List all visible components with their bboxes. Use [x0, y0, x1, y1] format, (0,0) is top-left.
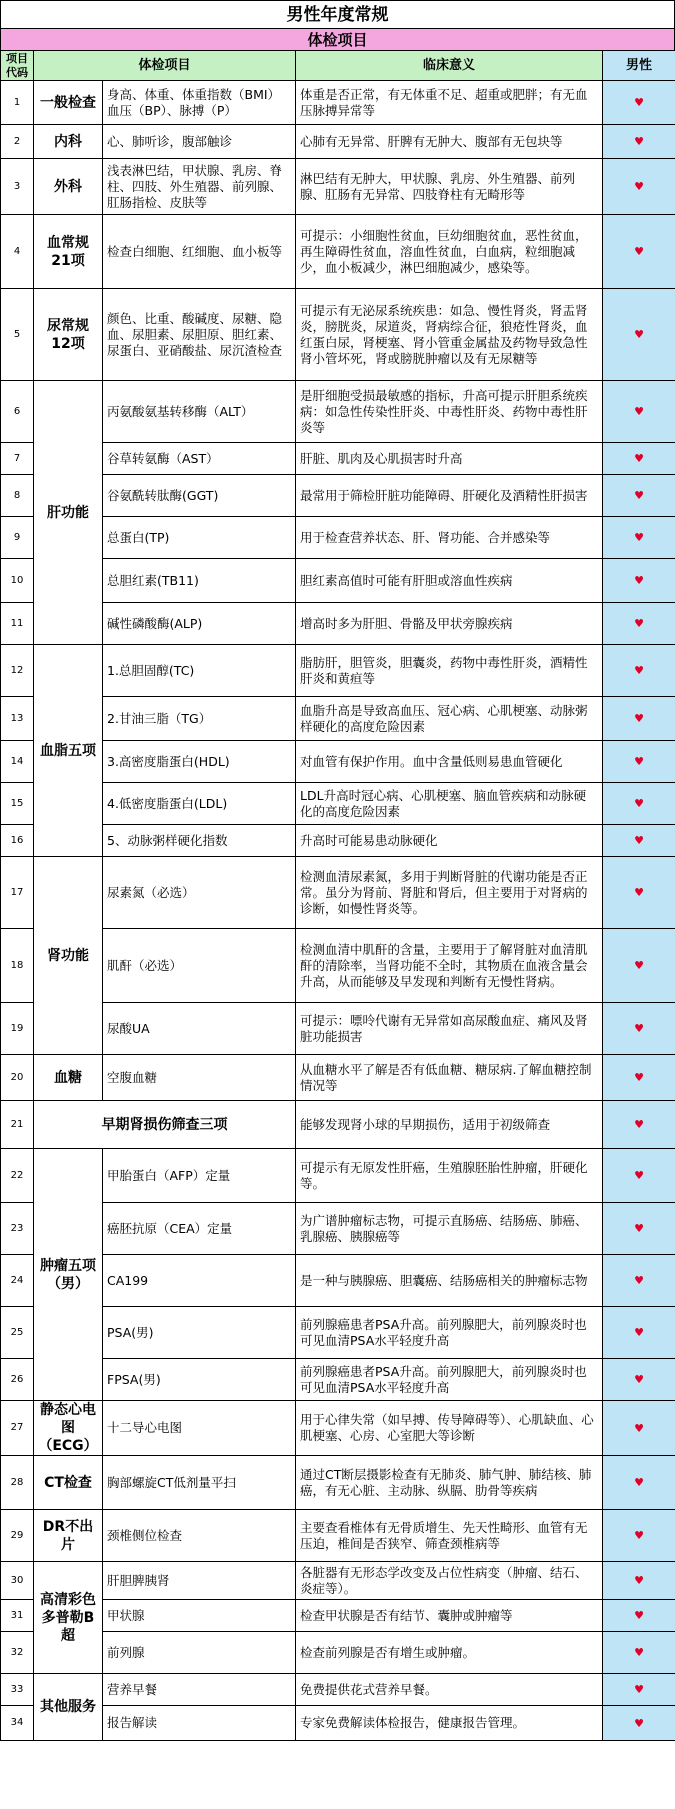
row-code: 31 [1, 1600, 34, 1632]
meaning-cell: 前列腺癌患者PSA升高。前列腺肥大，前列腺炎时也可见血清PSA水平轻度升高 [296, 1307, 603, 1359]
item-cell: 肌酐（必选） [103, 929, 296, 1003]
meaning-cell: 主要查看椎体有无骨质增生、先天性畸形、血管有无压迫，椎间是否狭窄、筛查颈椎病等 [296, 1510, 603, 1562]
row-code: 7 [1, 443, 34, 475]
item-cell: 总蛋白(TP) [103, 517, 296, 559]
heart-icon: ♥ [634, 245, 644, 258]
male-mark-cell [603, 125, 675, 159]
meaning-cell: 升高时可能易患动脉硬化 [296, 825, 603, 857]
heart-icon: ♥ [634, 405, 644, 418]
meaning-cell: 通过CT断层摄影检查有无肺炎、肺气肿、肺结核、肺癌，有无心脏、主动脉、纵膈、肋骨等疾病 [296, 1456, 603, 1510]
header-code: 项目代码 [1, 51, 34, 81]
row-code: 6 [1, 381, 34, 443]
item-cell: 颈椎侧位检查 [103, 1510, 296, 1562]
table-row [1, 1359, 675, 1401]
item-cell: 检查白细胞、红细胞、血小板等 [103, 215, 296, 289]
heart-icon: ♥ [634, 574, 644, 587]
male-mark-cell [603, 741, 675, 783]
heart-icon: ♥ [634, 1476, 644, 1489]
item-cell: 4.低密度脂蛋白(LDL) [103, 783, 296, 825]
table-row [1, 81, 675, 125]
male-mark-cell [603, 1401, 675, 1456]
male-mark-cell [603, 603, 675, 645]
table-row [1, 1003, 675, 1055]
heart-icon: ♥ [634, 1421, 644, 1435]
section-subtitle: 体检项目 [0, 28, 675, 50]
male-mark-cell [603, 1101, 675, 1149]
row-code: 13 [1, 697, 34, 741]
male-mark-cell [603, 857, 675, 929]
header-meaning: 临床意义 [296, 51, 603, 81]
row-code: 17 [1, 857, 34, 929]
meaning-cell: 是肝细胞受损最敏感的指标，升高可提示肝胆系统疾病：如急性传染性肝炎、中毒性肝炎、药物中毒性肝炎等 [296, 381, 603, 443]
item-cell: 尿素氮（必选） [103, 857, 296, 929]
male-mark-cell [603, 1706, 675, 1741]
meaning-cell: 检测血清尿素氮，多用于判断肾脏的代谢功能是否正常。虽分为肾前、肾脏和肾后，但主要用于对肾病的诊断，如慢性肾炎等。 [296, 857, 603, 929]
male-mark-cell [603, 1674, 675, 1706]
male-mark-cell [603, 1562, 675, 1600]
item-cell: 癌胚抗原（CEA）定量 [103, 1203, 296, 1255]
item-cell: 身高、体重、体重指数（BMI）血压（BP）、脉搏（P） [103, 81, 296, 125]
meaning-cell: 最常用于筛检肝脏功能障碍、肝硬化及酒精性肝损害 [296, 475, 603, 517]
male-mark-cell [603, 645, 675, 697]
item-cell: 肝胆脾胰肾 [103, 1562, 296, 1600]
header-male: 男性 [603, 51, 675, 81]
row-code: 2 [1, 125, 34, 159]
row-code: 14 [1, 741, 34, 783]
category-cell: 肾功能 [34, 857, 103, 1055]
heart-icon: ♥ [634, 797, 644, 810]
row-code: 15 [1, 783, 34, 825]
meaning-cell: 可提示：小细胞性贫血，巨幼细胞贫血，恶性贫血，再生障碍性贫血，溶血性贫血，白血病，粒细胞减少，血小板减少，淋巴细胞减少，感染等。 [296, 215, 603, 289]
heart-icon: ♥ [634, 1071, 644, 1084]
male-mark-cell [603, 1632, 675, 1674]
heart-icon: ♥ [634, 1022, 644, 1035]
row-code: 11 [1, 603, 34, 645]
heart-icon: ♥ [634, 1222, 644, 1235]
item-cell: 3.高密度脂蛋白(HDL) [103, 741, 296, 783]
male-mark-cell [603, 81, 675, 125]
meaning-cell: 从血糖水平了解是否有低血糖、糖尿病.了解血糖控制情况等 [296, 1055, 603, 1101]
table-row [1, 289, 675, 381]
table-row [1, 1203, 675, 1255]
male-mark-cell [603, 1600, 675, 1632]
table-row [1, 1600, 675, 1632]
table-row [1, 559, 675, 603]
category-cell: 血脂五项 [34, 645, 103, 857]
item-cell: 心、肺听诊，腹部触诊 [103, 125, 296, 159]
table-row [1, 1401, 675, 1456]
item-cell: 颜色、比重、酸碱度、尿糖、隐血、尿胆素、尿胆原、胆红素、尿蛋白、亚硝酸盐、尿沉渣检查 [103, 289, 296, 381]
table-row [1, 1632, 675, 1674]
meaning-cell: 检测血清中肌酐的含量，主要用于了解肾脏对血清肌酐的清除率，当肾功能不全时，其物质在血液含量会升高，从而能够及早发现和判断有无慢性肾病。 [296, 929, 603, 1003]
item-cell: 甲胎蛋白（AFP）定量 [103, 1149, 296, 1203]
male-mark-cell [603, 159, 675, 215]
category-cell: 一般检查 [34, 81, 103, 125]
category-cell: 外科 [34, 159, 103, 215]
meaning-cell: 肝脏、肌肉及心肌损害时升高 [296, 443, 603, 475]
table-row [1, 1562, 675, 1600]
heart-icon: ♥ [634, 1169, 644, 1182]
table-row [1, 125, 675, 159]
meaning-cell: 可提示有无原发性肝癌，生殖腺胚胎性肿瘤，肝硬化等。 [296, 1149, 603, 1203]
meaning-cell: 胆红素高值时可能有肝胆或溶血性疾病 [296, 559, 603, 603]
item-cell: 报告解读 [103, 1706, 296, 1741]
item-cell: 甲状腺 [103, 1600, 296, 1632]
table-row [1, 1674, 675, 1706]
heart-icon: ♥ [634, 1373, 644, 1386]
male-mark-cell [603, 1307, 675, 1359]
heart-icon: ♥ [634, 1274, 644, 1287]
meaning-cell: 体重是否正常，有无体重不足、超重或肥胖；有无血压脉搏异常等 [296, 81, 603, 125]
category-cell: DR不出片 [34, 1510, 103, 1562]
heart-icon: ♥ [634, 180, 644, 193]
row-code: 24 [1, 1255, 34, 1307]
row-code: 26 [1, 1359, 34, 1401]
meaning-cell: 脂肪肝，胆管炎，胆囊炎，药物中毒性肝炎，酒精性肝炎和黄疸等 [296, 645, 603, 697]
row-code: 8 [1, 475, 34, 517]
male-mark-cell [603, 289, 675, 381]
male-mark-cell [603, 1003, 675, 1055]
row-code: 30 [1, 1562, 34, 1600]
male-mark-cell [603, 1456, 675, 1510]
category-cell: 肿瘤五项（男） [34, 1149, 103, 1401]
row-code: 10 [1, 559, 34, 603]
heart-icon: ♥ [634, 328, 644, 341]
row-code: 12 [1, 645, 34, 697]
meaning-cell: 用于心律失常（如早搏、传导障碍等）、心肌缺血、心肌梗塞、心房、心室肥大等诊断 [296, 1401, 603, 1456]
item-cell: 谷草转氨酶（AST） [103, 443, 296, 475]
male-mark-cell [603, 1203, 675, 1255]
meaning-cell: 检查甲状腺是否有结节、囊肿或肿瘤等 [296, 1600, 603, 1632]
checkup-table [0, 50, 675, 1741]
table-row [1, 697, 675, 741]
heart-icon: ♥ [634, 489, 644, 502]
table-row [1, 159, 675, 215]
heart-icon: ♥ [634, 135, 644, 148]
heart-icon: ♥ [634, 755, 644, 768]
row-code: 23 [1, 1203, 34, 1255]
category-cell: 高清彩色多普勒B超 [34, 1562, 103, 1674]
heart-icon: ♥ [634, 96, 644, 109]
category-item-cell: 早期肾损伤筛查三项 [34, 1101, 296, 1149]
table-body [1, 81, 675, 1741]
item-cell: 尿酸UA [103, 1003, 296, 1055]
table-row [1, 381, 675, 443]
table-row [1, 1055, 675, 1101]
meaning-cell: 专家免费解读体检报告，健康报告管理。 [296, 1706, 603, 1741]
meaning-cell: 可提示：嘌呤代谢有无异常如高尿酸血症、痛风及肾脏功能损害 [296, 1003, 603, 1055]
row-code: 4 [1, 215, 34, 289]
row-code: 18 [1, 929, 34, 1003]
meaning-cell: 淋巴结有无肿大，甲状腺、乳房、外生殖器、前列腺、肛肠有无异常、四肢脊柱有无畸形等 [296, 159, 603, 215]
table-row [1, 603, 675, 645]
table-row [1, 1510, 675, 1562]
table-header-row [1, 51, 675, 81]
category-cell: 血常规21项 [34, 215, 103, 289]
item-cell: 丙氨酸氨基转移酶（ALT） [103, 381, 296, 443]
meaning-cell: 前列腺癌患者PSA升高。前列腺肥大，前列腺炎时也可见血清PSA水平轻度升高 [296, 1359, 603, 1401]
meaning-cell: 检查前列腺是否有增生或肿瘤。 [296, 1632, 603, 1674]
row-code: 22 [1, 1149, 34, 1203]
item-cell: 空腹血糖 [103, 1055, 296, 1101]
male-mark-cell [603, 559, 675, 603]
heart-icon: ♥ [634, 834, 644, 847]
male-mark-cell [603, 443, 675, 475]
meaning-cell: 增高时多为肝胆、骨骼及甲状旁腺疾病 [296, 603, 603, 645]
table-row [1, 1307, 675, 1359]
row-code: 25 [1, 1307, 34, 1359]
heart-icon: ♥ [634, 886, 644, 899]
meaning-cell: 能够发现肾小球的早期损伤，适用于初级筛查 [296, 1101, 603, 1149]
meaning-cell: 血脂升高是导致高血压、冠心病、心肌梗塞、动脉粥样硬化的高度危险因素 [296, 697, 603, 741]
item-cell: 2.甘油三脂（TG） [103, 697, 296, 741]
male-mark-cell [603, 825, 675, 857]
row-code: 27 [1, 1401, 34, 1456]
male-mark-cell [603, 381, 675, 443]
row-code: 28 [1, 1456, 34, 1510]
row-code: 21 [1, 1101, 34, 1149]
heart-icon: ♥ [634, 1716, 644, 1730]
table-row [1, 783, 675, 825]
heart-icon: ♥ [634, 1529, 644, 1542]
male-mark-cell [603, 215, 675, 289]
item-cell: 碱性磷酸酶(ALP) [103, 603, 296, 645]
item-cell: 前列腺 [103, 1632, 296, 1674]
meaning-cell: 心肺有无异常、肝脾有无肿大、腹部有无包块等 [296, 125, 603, 159]
category-cell: 静态心电图（ECG） [34, 1401, 103, 1456]
heart-icon: ♥ [634, 531, 644, 544]
table-row [1, 1101, 675, 1149]
table-row [1, 1149, 675, 1203]
meaning-cell: 可提示有无泌尿系统疾患：如急、慢性肾炎，肾盂肾炎，膀胱炎，尿道炎，肾病综合征，狼疮性肾炎，血红蛋白尿，肾梗塞、肾小管重金属盐及药物导致急性肾小管坏死，肾或膀胱肿瘤以及有无尿糖等 [296, 289, 603, 381]
row-code: 16 [1, 825, 34, 857]
male-mark-cell [603, 475, 675, 517]
item-cell: CA199 [103, 1255, 296, 1307]
item-cell: 营养早餐 [103, 1674, 296, 1706]
meaning-cell: LDL升高时冠心病、心肌梗塞、脑血管疾病和动脉硬化的高度危险因素 [296, 783, 603, 825]
item-cell: 十二导心电图 [103, 1401, 296, 1456]
heart-icon: ♥ [634, 664, 644, 677]
heart-icon: ♥ [634, 1326, 644, 1339]
header-item: 体检项目 [34, 51, 296, 81]
heart-icon: ♥ [634, 1609, 644, 1622]
item-cell: 浅表淋巴结，甲状腺、乳房、脊柱、四肢、外生殖器、前列腺、肛肠指检、皮肤等 [103, 159, 296, 215]
row-code: 29 [1, 1510, 34, 1562]
male-mark-cell [603, 1255, 675, 1307]
meaning-cell: 是一种与胰腺癌、胆囊癌、结肠癌相关的肿瘤标志物 [296, 1255, 603, 1307]
row-code: 5 [1, 289, 34, 381]
heart-icon: ♥ [634, 1646, 644, 1659]
category-cell: 血糖 [34, 1055, 103, 1101]
row-code: 1 [1, 81, 34, 125]
meaning-cell: 对血管有保护作用。血中含量低则易患血管硬化 [296, 741, 603, 783]
category-cell: CT检查 [34, 1456, 103, 1510]
heart-icon: ♥ [634, 1683, 644, 1696]
row-code: 34 [1, 1706, 34, 1741]
heart-icon: ♥ [634, 1118, 644, 1131]
row-code: 32 [1, 1632, 34, 1674]
item-cell: 谷氨酰转肽酶(GGT) [103, 475, 296, 517]
male-mark-cell [603, 697, 675, 741]
page-title: 男性年度常规 [0, 0, 675, 28]
category-cell: 内科 [34, 125, 103, 159]
item-cell: 5、动脉粥样硬化指数 [103, 825, 296, 857]
table-row [1, 517, 675, 559]
category-cell: 其他服务 [34, 1674, 103, 1741]
item-cell: 胸部螺旋CT低剂量平扫 [103, 1456, 296, 1510]
category-cell: 尿常规12项 [34, 289, 103, 381]
item-cell: FPSA(男) [103, 1359, 296, 1401]
item-cell: PSA(男) [103, 1307, 296, 1359]
table-row [1, 1456, 675, 1510]
table-row [1, 475, 675, 517]
row-code: 33 [1, 1674, 34, 1706]
row-code: 3 [1, 159, 34, 215]
heart-icon: ♥ [634, 712, 644, 725]
heart-icon: ♥ [634, 1574, 644, 1587]
table-row [1, 443, 675, 475]
table-row [1, 645, 675, 697]
table-row [1, 741, 675, 783]
meaning-cell: 免费提供花式营养早餐。 [296, 1674, 603, 1706]
row-code: 19 [1, 1003, 34, 1055]
table-row [1, 857, 675, 929]
heart-icon: ♥ [634, 617, 644, 630]
category-cell: 肝功能 [34, 381, 103, 645]
male-mark-cell [603, 929, 675, 1003]
table-row [1, 1706, 675, 1741]
table-row [1, 825, 675, 857]
table-row [1, 215, 675, 289]
male-mark-cell [603, 1510, 675, 1562]
heart-icon: ♥ [634, 452, 644, 465]
heart-icon: ♥ [634, 959, 644, 972]
male-mark-cell [603, 517, 675, 559]
male-mark-cell [603, 1149, 675, 1203]
male-mark-cell [603, 1055, 675, 1101]
male-mark-cell [603, 1359, 675, 1401]
meaning-cell: 为广谱肿瘤标志物，可提示直肠癌、结肠癌、肺癌、乳腺癌、胰腺癌等 [296, 1203, 603, 1255]
row-code: 9 [1, 517, 34, 559]
item-cell: 1.总胆固醇(TC) [103, 645, 296, 697]
table-row [1, 929, 675, 1003]
meaning-cell: 各脏器有无形态学改变及占位性病变（肿瘤、结石、炎症等）。 [296, 1562, 603, 1600]
item-cell: 总胆红素(TB11) [103, 559, 296, 603]
meaning-cell: 用于检查营养状态、肝、肾功能、合并感染等 [296, 517, 603, 559]
male-mark-cell [603, 783, 675, 825]
row-code: 20 [1, 1055, 34, 1101]
table-row [1, 1255, 675, 1307]
